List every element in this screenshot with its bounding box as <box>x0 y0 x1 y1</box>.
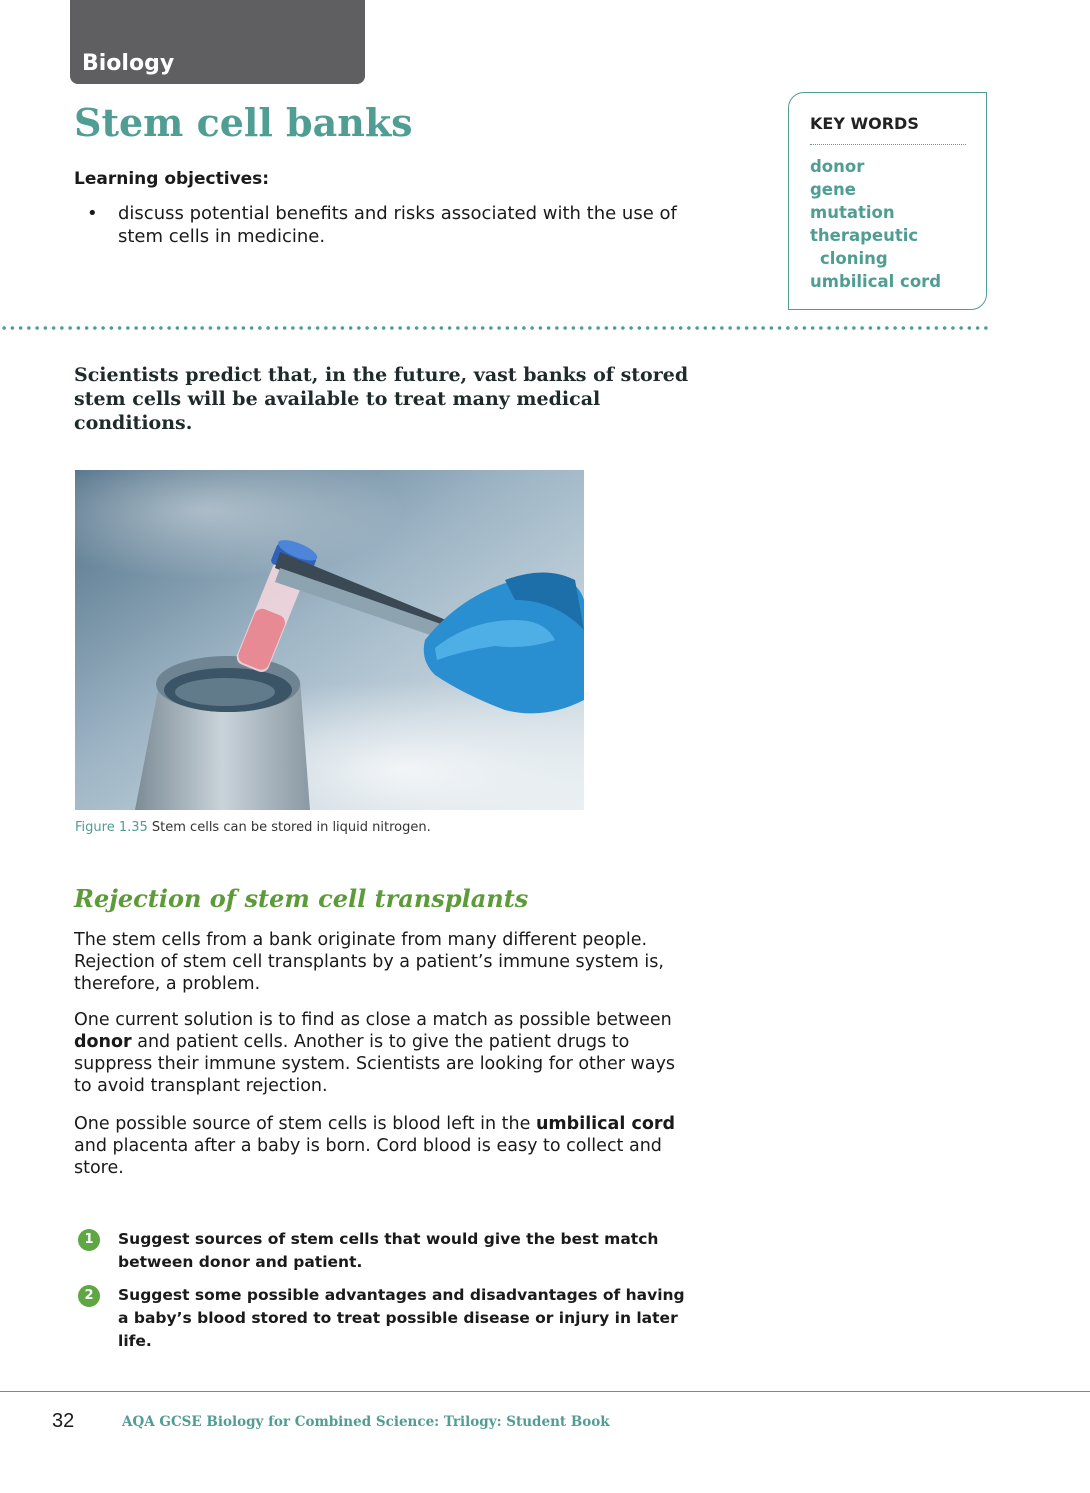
subject-tab-label: Biology <box>82 51 175 76</box>
key-word: cloning <box>820 249 888 268</box>
key-word: umbilical cord <box>810 272 942 291</box>
text-run: and placenta after a baby is born. Cord blood is easy to collect and store. <box>74 1136 662 1178</box>
learning-objectives-list <box>74 202 684 248</box>
book-title: AQA GCSE Biology for Combined Science: Trilogy: Student Book <box>122 1414 610 1430</box>
page-title: Stem cell banks <box>74 100 413 145</box>
text-run: and patient cells. Another is to give the patient drugs to suppress their immune system. Scientists are looking for other ways to avoid transplant rejection. <box>74 1032 676 1096</box>
figure-caption-text: Stem cells can be stored in liquid nitrogen. <box>147 820 431 835</box>
learning-objectives-heading: Learning objectives: <box>74 169 270 189</box>
figure-image <box>75 470 584 810</box>
body-paragraph: The stem cells from a bank originate from many different people. Rejection of stem cell transplants by a patient’s immune system is, therefore, a problem. <box>74 930 664 994</box>
figure-caption <box>75 820 431 835</box>
footer-rule <box>0 1391 1090 1392</box>
text-run: One possible source of stem cells is blood left in the <box>74 1114 536 1134</box>
question-text: Suggest some possible advantages and disadvantages of having a baby’s blood stored to treat possible disease or injury in later life. <box>118 1286 685 1350</box>
key-word: therapeutic <box>810 226 919 245</box>
key-word: mutation <box>810 203 895 222</box>
intro-text: Scientists predict that, in the future, vast banks of stored stem cells will be available to treat many medical conditions. <box>74 364 689 434</box>
question-number-badge: 2 <box>78 1285 100 1307</box>
key-word-inline: umbilical cord <box>535 1114 676 1134</box>
key-word: gene <box>810 180 856 199</box>
key-words-list <box>810 155 941 293</box>
key-words-divider <box>810 144 966 145</box>
question-text: Suggest sources of stem cells that would give the best match between donor and patient. <box>118 1230 659 1271</box>
page-number: 32 <box>52 1410 75 1432</box>
key-word-inline: donor <box>74 1032 132 1052</box>
body-paragraph <box>74 1009 684 1097</box>
body-paragraph <box>74 1113 684 1179</box>
text-run: One current solution is to find as close a match as possible between <box>74 1010 672 1030</box>
dotted-divider <box>0 325 990 331</box>
key-words-title: KEY WORDS <box>810 114 919 133</box>
list-item: • discuss potential benefits and risks associated with the use of stem cells in medicine. <box>74 202 684 248</box>
figure-label: Figure 1.35 <box>75 820 148 835</box>
key-word: donor <box>810 157 865 176</box>
section-heading: Rejection of stem cell transplants <box>74 884 529 913</box>
subject-tab <box>70 0 365 84</box>
question-number-badge: 1 <box>78 1229 100 1251</box>
